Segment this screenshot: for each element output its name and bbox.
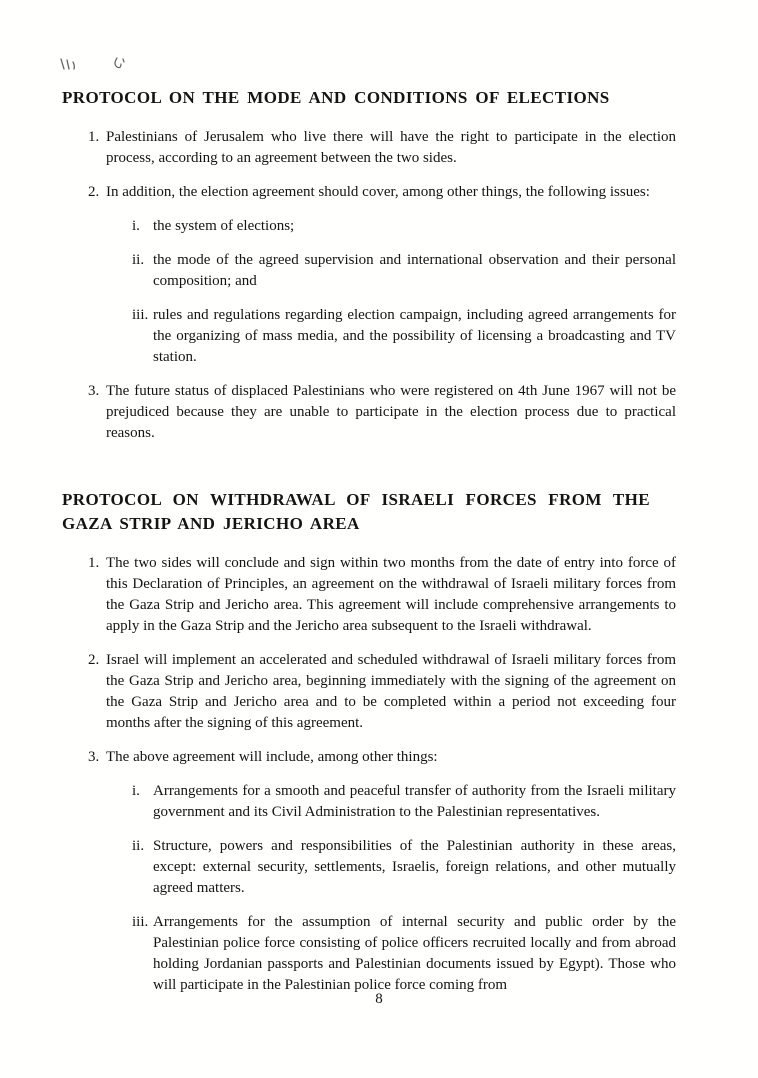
- item-text: Arrangements for the assumption of internal security and public order by the Palestinian police force consisting of police officers recruited locally and from abroad holding Jordanian passports and Palestinian documents issued by Egypt). Those who will participate in the Palestinian police force coming from: [153, 914, 676, 993]
- item-text: Israel will implement an accelerated and scheduled withdrawal of Israeli military forces from the Gaza Strip and Jericho area, beginning immediately with the signing of the agreement on the Gaza Strip and Jericho area and to be completed within a period not exceeding four months after the signing of this agreement.: [106, 652, 676, 731]
- item-marker: 3.: [88, 383, 100, 399]
- list-item: [88, 182, 676, 368]
- elections-protocol-list: [62, 127, 676, 444]
- list-item: [88, 650, 676, 734]
- item-text: rules and regulations regarding election campaign, including agreed arrangements for the organizing of mass media, and the possibility of licensing a broadcasting and TV station.: [153, 307, 676, 365]
- item-marker: ii.: [132, 252, 145, 268]
- item-marker: 3.: [88, 749, 100, 765]
- item-text: In addition, the election agreement should cover, among other things, the following issues:: [106, 184, 650, 200]
- list-item: [88, 127, 676, 169]
- item-text: the system of elections;: [153, 218, 295, 234]
- item-text: The above agreement will include, among other things:: [106, 749, 438, 765]
- item-marker: i.: [132, 218, 140, 234]
- withdrawal-protocol-list: [62, 553, 676, 996]
- item-text: Palestinians of Jerusalem who live there will have the right to participate in the election process, according to an agreement between the two sides.: [106, 129, 676, 166]
- list-item: [88, 553, 676, 637]
- item-marker: 1.: [88, 555, 100, 571]
- withdrawal-protocol-heading: PROTOCOL ON WITHDRAWAL OF ISRAELI FORCES FROM THE GAZA STRIP AND JERICHO AREA: [62, 490, 650, 533]
- document-body: [62, 86, 676, 1009]
- item-text: Structure, powers and responsibilities of the Palestinian authority in these areas, except: external security, settlements, Israelis, foreign relations, and other mutually agreed matters.: [153, 838, 676, 896]
- list-item: [88, 381, 676, 444]
- item-text: the mode of the agreed supervision and international observation and their personal composition; and: [153, 252, 676, 289]
- item-text: Arrangements for a smooth and peaceful transfer of authority from the Israeli military government and its Civil Administration to the Palestinian representatives.: [153, 783, 676, 820]
- item-marker: i.: [132, 783, 140, 799]
- sub-list: [132, 781, 676, 996]
- elections-protocol-heading: PROTOCOL ON THE MODE AND CONDITIONS OF ELECTIONS: [62, 88, 610, 107]
- page-number: 8: [375, 991, 383, 1007]
- sub-list-item: [132, 216, 676, 237]
- item-marker: iii.: [132, 307, 149, 323]
- item-marker: ii.: [132, 838, 145, 854]
- item-marker: 1.: [88, 129, 100, 145]
- handwritten-mark-icon: [57, 54, 129, 76]
- list-item: [88, 747, 676, 996]
- item-marker: 2.: [88, 652, 100, 668]
- item-marker: iii.: [132, 914, 149, 930]
- sub-list-item: [132, 250, 676, 292]
- item-text: The future status of displaced Palestinians who were registered on 4th June 1967 will not be prejudiced because they are unable to participate in the election process due to practical reasons.: [106, 383, 676, 441]
- sub-list: [132, 216, 676, 368]
- item-text: The two sides will conclude and sign within two months from the date of entry into force of this Declaration of Principles, an agreement on the withdrawal of Israeli military forces from the Gaza Strip and Jericho area. This agreement will include comprehensive arrangements to apply in the Gaza Strip and the Jericho area subsequent to the Israeli withdrawal.: [106, 555, 676, 634]
- sub-list-item: [132, 836, 676, 899]
- sub-list-item: [132, 781, 676, 823]
- sub-list-item: [132, 305, 676, 368]
- item-marker: 2.: [88, 184, 100, 200]
- sub-list-item: [132, 912, 676, 996]
